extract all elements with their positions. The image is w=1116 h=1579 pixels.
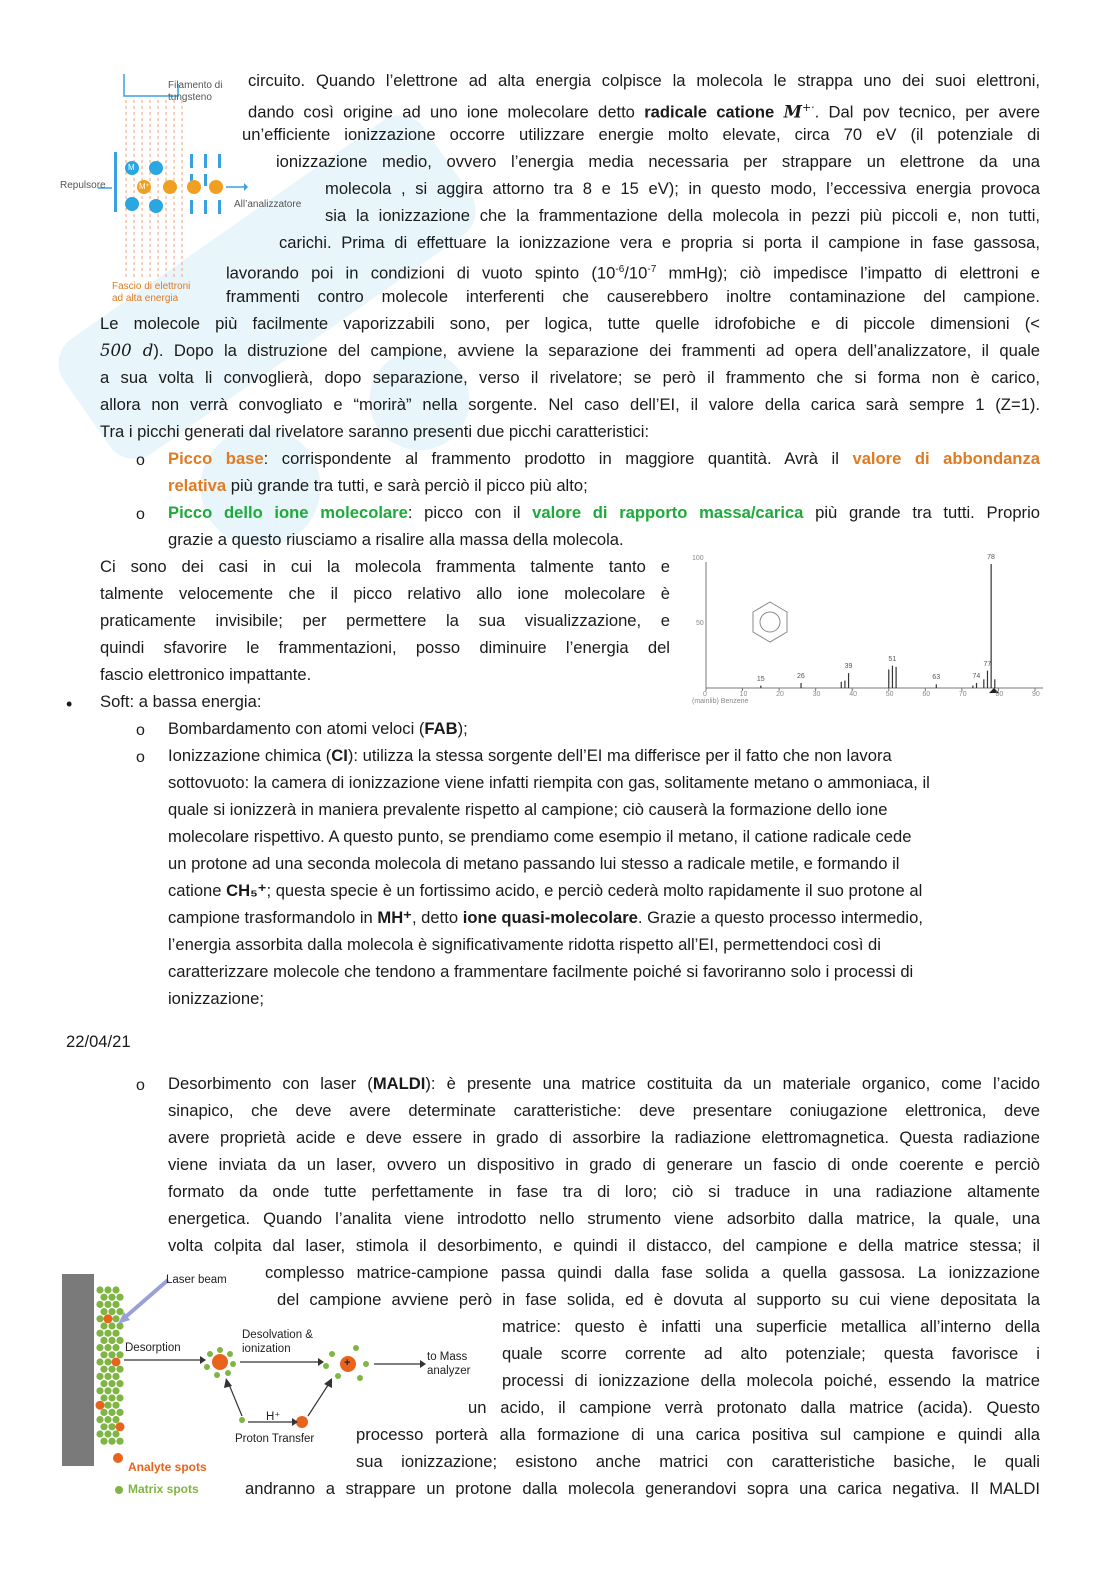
- peak-label: 39: [844, 663, 853, 671]
- peak-label: 51: [888, 655, 897, 663]
- analyte-spot: [104, 1314, 113, 1323]
- text-line: andranno a strappare un protone dalla molecola generandovi sopra una carica negativa. Il MALDI: [245, 1479, 1040, 1498]
- matrix-spot: [100, 1308, 107, 1315]
- molecule-m-label: M: [128, 163, 135, 172]
- matrix-legend-dot: [113, 1484, 125, 1496]
- matrix-spot: [112, 1430, 119, 1437]
- text-line: molecola , si aggira attorno tra 8 e 15 eV); in questo modo, l’eccessiva energia provoca: [325, 179, 1040, 198]
- matrix-spot: [112, 1286, 119, 1293]
- text-line: catione CH₅⁺; questa specie è un fortissimo acido, e perciò cederà molto rapidamente il suo protone al: [168, 881, 923, 900]
- text-line: grazie a questo riusciamo a risalire alla massa della molecola.: [168, 530, 624, 549]
- x-tick-label: 70: [958, 691, 967, 698]
- matrix-spot: [112, 1330, 119, 1337]
- matrix-spot: [100, 1380, 107, 1387]
- ionization-label: ionization: [242, 1343, 291, 1355]
- text-line: dando così origine ad uno ione molecolare detto radicale catione M+·. Dal pov tecnico, per avere: [248, 101, 1040, 122]
- matrix-spot: [116, 1394, 123, 1401]
- x-tick-label: 30: [812, 691, 821, 698]
- molecule-mplus-label: M⁺: [139, 182, 150, 191]
- peak-label: 63: [932, 674, 941, 682]
- peak-label: 77: [983, 660, 992, 668]
- matrix-spot: [112, 1416, 119, 1423]
- filament-label: Filamento di: [168, 80, 223, 91]
- text-line: Picco dello ione molecolare: picco con il valore di rapporto massa/carica più grande tra tutti. Proprio: [168, 503, 1040, 522]
- text-line: talmente velocemente che il picco relativo allo ione molecolare è: [100, 584, 670, 603]
- matrix-spot: [116, 1294, 123, 1301]
- matrix-spot: [108, 1294, 115, 1301]
- matrix-spot: [100, 1438, 107, 1445]
- matrix-spot: [108, 1366, 115, 1373]
- text-line: Le molecole più facilmente vaporizzabili sono, per logica, tutte quelle idrofobiche e di piccole dimensioni (<: [100, 314, 1040, 333]
- text-line: frammenti contro molecole interferenti che causerebbero inoltre contaminazione del campione.: [226, 287, 1040, 306]
- text-line: circuito. Quando l’elettrone ad alta energia colpisce la molecola le strappa uno dei suoi elettroni,: [248, 71, 1040, 90]
- analyte-legend-label: Analyte spots: [128, 1460, 207, 1474]
- peak-label: 15: [756, 675, 765, 683]
- target-plate-label: Target plate: [26, 1330, 38, 1388]
- spectrum-caption: (mainlib) Benzene: [692, 698, 749, 705]
- beam-label-2: ad alta energia: [112, 293, 179, 304]
- text-line: avere proprietà acide e deve essere in grado di assorbire la radiazione elettromagnetica. Questa radiazione: [168, 1128, 1040, 1147]
- text-line: lavorando poi in condizioni di vuoto spinto ($10^{-6}/10^{-7}$ mmHg); ciò impedisce l’impatto di elettroni e: [226, 263, 1041, 283]
- date-heading: 22/04/21: [66, 1032, 131, 1051]
- text-line: molecolare rispettivo. A questo punto, se prendiamo come esempio il metano, il catione radicale cede: [168, 827, 912, 846]
- matrix-spot: [96, 1344, 103, 1351]
- matrix-spot: [96, 1358, 103, 1365]
- x-tick-label: 20: [776, 691, 784, 698]
- matrix-spot: [100, 1337, 107, 1344]
- matrix-spot: [96, 1301, 103, 1308]
- matrix-spot: [104, 1301, 111, 1308]
- text-line: energetica. Quando l’analita viene introdotto nello strumento viene adsorbito dalla matrice, la quale, una: [168, 1209, 1040, 1228]
- x-tick-label: 50: [885, 691, 894, 698]
- text-line: ionizzazione;: [168, 989, 264, 1008]
- matrix-spot: [104, 1387, 111, 1394]
- matrix-spot: [108, 1308, 115, 1315]
- text-line: Tra i picchi generati dal rivelatore saranno presenti due picchi caratteristici:: [100, 422, 650, 441]
- matrix-spot: [96, 1330, 103, 1337]
- matrix-spot: [100, 1409, 107, 1416]
- matrix-spot: [96, 1286, 103, 1293]
- text-line: volta colpita dal laser, stimola il desorbimento, e quindi il distacco, del campione e della matrice stessa; il: [168, 1236, 1040, 1255]
- text-line: fascio elettronico impattante.: [100, 665, 312, 684]
- hplus-label: H⁺: [266, 1411, 281, 1423]
- beam-label: Fascio di elettroni: [112, 281, 191, 292]
- matrix-spot: [108, 1409, 115, 1416]
- circle-bullet: o: [136, 1077, 145, 1094]
- matrix-spot: [100, 1423, 107, 1430]
- matrix-spot: [116, 1308, 123, 1315]
- text-line: Ci sono dei casi in cui la molecola frammenta talmente tanto e: [100, 557, 670, 576]
- matrix-spot: [100, 1294, 107, 1301]
- text-line: un’efficiente ionizzazione occorre utilizzare energie molto elevate, circa 70 eV (il potenziale di: [242, 125, 1040, 144]
- matrix-spot: [100, 1394, 107, 1401]
- matrix-spot: [112, 1301, 119, 1308]
- circle-bullet: o: [136, 722, 145, 739]
- matrix-spot: [112, 1344, 119, 1351]
- text-line: quindi sfavorire le frammentazioni, posso diminuire l’energia del: [100, 638, 670, 657]
- to-mass-label: to Mass: [427, 1351, 468, 1363]
- x-tick-label: 60: [922, 691, 931, 698]
- matrix-spot: [104, 1430, 111, 1437]
- matrix-spot: [108, 1322, 115, 1329]
- text-line: relativa più grande tra tutti, e sarà perciò il picco più alto;: [168, 476, 588, 495]
- matrix-spot: [96, 1373, 103, 1380]
- matrix-spot: [116, 1322, 123, 1329]
- benzene-mass-spectrum: [688, 552, 1048, 712]
- y-tick-label: 50: [696, 620, 704, 627]
- matrix-spot: [96, 1315, 103, 1322]
- proton-transfer-label: Proton Transfer: [235, 1433, 315, 1445]
- matrix-spot: [104, 1330, 111, 1337]
- circle-bullet: o: [136, 452, 145, 469]
- desorbed-cluster: [204, 1347, 236, 1378]
- matrix-spot: [104, 1286, 111, 1293]
- circle-bullet: o: [136, 749, 145, 766]
- x-tick-label: 40: [849, 691, 858, 698]
- matrix-spot: [108, 1423, 115, 1430]
- target-plate: [62, 1274, 94, 1466]
- matrix-spot: [116, 1409, 123, 1416]
- matrix-spot: [108, 1394, 115, 1401]
- peak-label: 74: [972, 673, 981, 681]
- plus-charge-label: +: [344, 1357, 351, 1369]
- matrix-spot: [112, 1387, 119, 1394]
- benzene-ring-icon: [753, 602, 787, 642]
- matrix-legend-label: Matrix spots: [128, 1482, 199, 1496]
- matrix-spot: [116, 1351, 123, 1358]
- text-line: del campione avviene però in fase solida, ed è dovuta al supporto su cui viene depositata la: [277, 1290, 1040, 1309]
- matrix-spot: [108, 1351, 115, 1358]
- text-line: viene inviata da un laser, ovvero un dispositivo in grado di generare un fascio di onde coerente e perciò: [168, 1155, 1040, 1174]
- text-line: processi di ionizzazione della molecola poiché, essendo la matrice: [502, 1371, 1040, 1390]
- text-line: quale scorre corrente ad alto potenziale; questa favorisce i: [502, 1344, 1040, 1363]
- x-tick-label: 10: [739, 691, 748, 698]
- matrix-spot: [112, 1373, 119, 1380]
- text-line: sia la ionizzazione che la frammentazione della molecola in pezzi più piccoli e, non tutti,: [325, 206, 1040, 225]
- desorption-label: Desorption: [125, 1342, 181, 1354]
- matrix-spot: [104, 1373, 111, 1380]
- analyte-spot: [112, 1358, 121, 1367]
- analyte-spot: [96, 1401, 105, 1410]
- matrix-spot: [96, 1416, 103, 1423]
- matrix-spot: [100, 1322, 107, 1329]
- text-line: caratterizzare molecole che tendono a frammentare facilmente poiché si favoriranno solo i processi di: [168, 962, 914, 981]
- matrix-spot: [116, 1438, 123, 1445]
- x-tick-label: 80: [995, 691, 1004, 698]
- text-line: 500 d). Dopo la distruzione del campione, avviene la separazione dei frammenti ad opera dell’analizzatore, il quale: [100, 341, 1040, 360]
- text-line: un acido, il campione verrà protonato dalla matrice (acida). Questo: [468, 1398, 1040, 1417]
- dot-bullet: •: [66, 694, 73, 714]
- matrix-spot: [108, 1438, 115, 1445]
- text-line: sottovuoto: la camera di ionizzazione viene infatti riempita con gas, solitamente metano o ammoniaca, il: [168, 773, 930, 792]
- filament-label-2: tungsteno: [168, 92, 212, 103]
- matrix-spot: [108, 1337, 115, 1344]
- text-line: un protone ad una seconda molecola di metano passando lui stesso a radicale metile, e formando il: [168, 854, 900, 873]
- circle-bullet: o: [136, 506, 145, 523]
- matrix-spot: [108, 1380, 115, 1387]
- matrix-spot: [116, 1337, 123, 1344]
- laser-beam-label: Laser beam: [166, 1274, 227, 1286]
- peak-label: 26: [797, 673, 805, 681]
- desolvation-label: Desolvation &: [242, 1329, 313, 1341]
- matrix-spot: [100, 1351, 107, 1358]
- x-tick-label: 0: [703, 691, 707, 698]
- text-line: Soft: a bassa energia:: [100, 692, 262, 711]
- repeller-label: Repulsore: [60, 180, 106, 191]
- text-line: allora non verrà convogliato e “morirà” nella sorgente. Nel caso dell’EI, il valore della carica sarà sempre 1 (Z=1).: [100, 395, 1040, 414]
- matrix-spot: [100, 1366, 107, 1373]
- analyte-spot: [116, 1422, 125, 1431]
- text-line: processo porterà alla formazione di una carica positiva sul campione e quindi alla: [356, 1425, 1040, 1444]
- matrix-spot: [104, 1416, 111, 1423]
- matrix-spot: [116, 1366, 123, 1373]
- text-line: formato da onde tutte perfettamente in fase tra di loro; ciò si traduce in una radiazione altamente: [168, 1182, 1040, 1201]
- text-line: campione trasformandolo in MH⁺, detto ione quasi-molecolare. Grazie a questo processo intermedio,: [168, 908, 923, 927]
- text-line: ionizzazione medio, ovvero l’energia media necessaria per strappare un elettrone da una: [276, 152, 1040, 171]
- text-line: sua ionizzazione; esistono anche matrici con caratteristiche basiche, le quali: [356, 1452, 1040, 1471]
- analyzer-label-2: analyzer: [427, 1365, 471, 1377]
- text-line: a sua volta li convoglierà, dopo separazione, verso il rivelatore; se però il frammento che si forma non è carico,: [100, 368, 1040, 387]
- text-line: Ionizzazione chimica (CI): utilizza la stessa sorgente dell’EI ma differisce per il fatto che non lavora: [168, 746, 892, 765]
- matrix-spot: [104, 1402, 111, 1409]
- matrix-spot: [96, 1430, 103, 1437]
- matrix-spot: [112, 1315, 119, 1322]
- text-line: praticamente invisibile; per permettere la sua visualizzazione, e: [100, 611, 670, 630]
- x-tick-label: 90: [1032, 691, 1040, 698]
- y-tick-label: 100: [692, 555, 704, 562]
- matrix-spot: [112, 1402, 119, 1409]
- analyzer-label: All’analizzatore: [234, 199, 302, 210]
- text-line: sinapico, che deve avere determinate caratteristiche: deve presentare coniugazione elettronica, deve: [168, 1101, 1040, 1120]
- text-line: quale si ionizzerà in maniera prevalente rispetto al campione; ciò causerà la formazione dello ione: [168, 800, 888, 819]
- text-line: matrice: questo è infatti una superficie metallica all’interno della: [502, 1317, 1040, 1336]
- text-line: Bombardamento con atomi veloci (FAB);: [168, 719, 468, 738]
- matrix-spot: [104, 1344, 111, 1351]
- text-line: complesso matrice-campione passa quindi dalla fase solida a quella gassosa. La ionizzazione: [265, 1263, 1040, 1282]
- peak-label: 78: [987, 554, 995, 561]
- matrix-spot: [96, 1387, 103, 1394]
- text-line: l’energia assorbita dalla molecola è significativamente ridotta rispetto all’EI, permettendoci così di: [168, 935, 881, 954]
- matrix-spot: [104, 1358, 111, 1365]
- text-line: Desorbimento con laser (MALDI): è presente una matrice costituita da un materiale organico, come l’acido: [168, 1074, 1040, 1093]
- matrix-spot: [116, 1380, 123, 1387]
- text-line: carichi. Prima di effettuare la ionizzazione vera e propria si porta il campione in fase gassosa,: [279, 233, 1040, 252]
- text-line: Picco base: corrispondente al frammento prodotto in maggiore quantità. Avrà il valore di abbondanza: [168, 449, 1040, 468]
